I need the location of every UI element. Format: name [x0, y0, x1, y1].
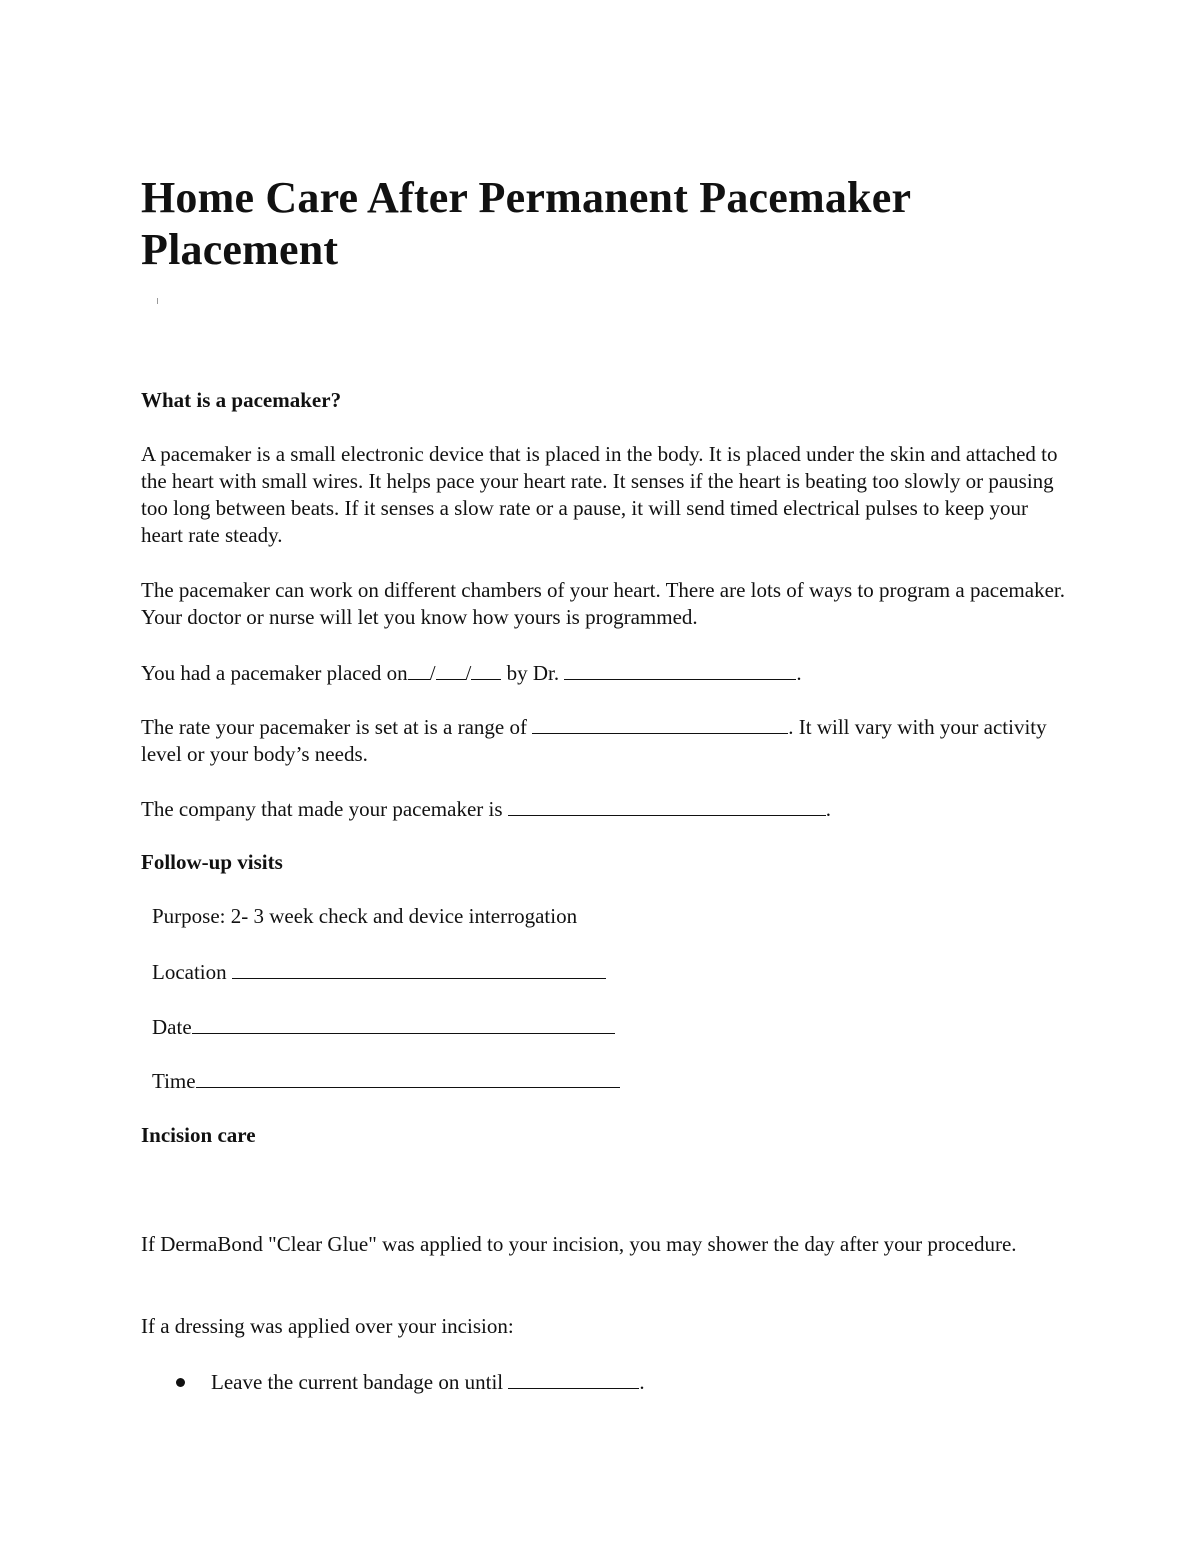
time-blank[interactable] [196, 1067, 620, 1088]
date-slash: / [429, 661, 436, 685]
section-heading-incision: Incision care [141, 1123, 256, 1147]
location-label: Location [152, 960, 227, 984]
section-heading-follow-up: Follow-up visits [141, 850, 283, 874]
day-blank[interactable] [436, 659, 466, 680]
placement-date-line [141, 659, 1071, 687]
sentence-period: . [825, 797, 832, 821]
time-label: Time [152, 1069, 196, 1093]
rate-prefix: The rate your pacemaker is set at is a range of [141, 715, 527, 739]
date-label: Date [152, 1015, 192, 1039]
sentence-period: . [639, 1370, 645, 1394]
chambers-paragraph: The pacemaker can work on different chambers of your heart. There are lots of ways to program a pacemaker. Your doctor or nurse will let you know how yours is programmed. [141, 578, 1065, 629]
section-heading-what-is: What is a pacemaker? [141, 388, 342, 412]
document-title: Home Care After Permanent Pacemaker Placement [141, 173, 911, 274]
stray-mark [157, 298, 158, 304]
year-blank[interactable] [471, 659, 501, 680]
month-blank[interactable] [408, 659, 430, 680]
date-slash: / [465, 661, 472, 685]
location-blank[interactable] [232, 958, 606, 979]
company-prefix: The company that made your pacemaker is [141, 797, 503, 821]
rate-line [141, 713, 1071, 768]
sentence-period: . [796, 661, 802, 685]
date-line [152, 1013, 1082, 1041]
dressing-paragraph: If a dressing was applied over your incision: [141, 1314, 514, 1338]
company-line [141, 795, 1071, 823]
bandage-prefix: Leave the current bandage on until [211, 1370, 504, 1394]
rate-suffix: . It will vary with your activity level or your body’s needs. [141, 715, 1047, 766]
purpose-line: Purpose: 2- 3 week check and device interrogation [152, 904, 578, 928]
bandage-instruction [211, 1368, 645, 1396]
date-blank[interactable] [192, 1013, 615, 1034]
dermabond-paragraph: If DermaBond "Clear Glue" was applied to your incision, you may shower the day after your procedure. [141, 1232, 1017, 1256]
intro-paragraph: A pacemaker is a small electronic device that is placed in the body. It is placed under the skin and attached to the heart with small wires. It helps pace your heart rate. It senses if the heart is beating too slowly or pausing too long between beats. If it senses a slow rate or a pause, it will send timed electrical pulses to keep your heart rate steady. [141, 442, 1058, 547]
company-blank[interactable] [508, 795, 826, 816]
doctor-label: by Dr. [506, 661, 560, 685]
bullet-icon [176, 1378, 185, 1387]
rate-range-blank[interactable] [532, 713, 788, 734]
bandage-date-blank[interactable] [508, 1368, 639, 1389]
placement-prefix: You had a pacemaker placed on [141, 661, 408, 685]
time-line [152, 1067, 1082, 1095]
location-line [152, 958, 1082, 986]
doctor-name-blank[interactable] [564, 659, 796, 680]
